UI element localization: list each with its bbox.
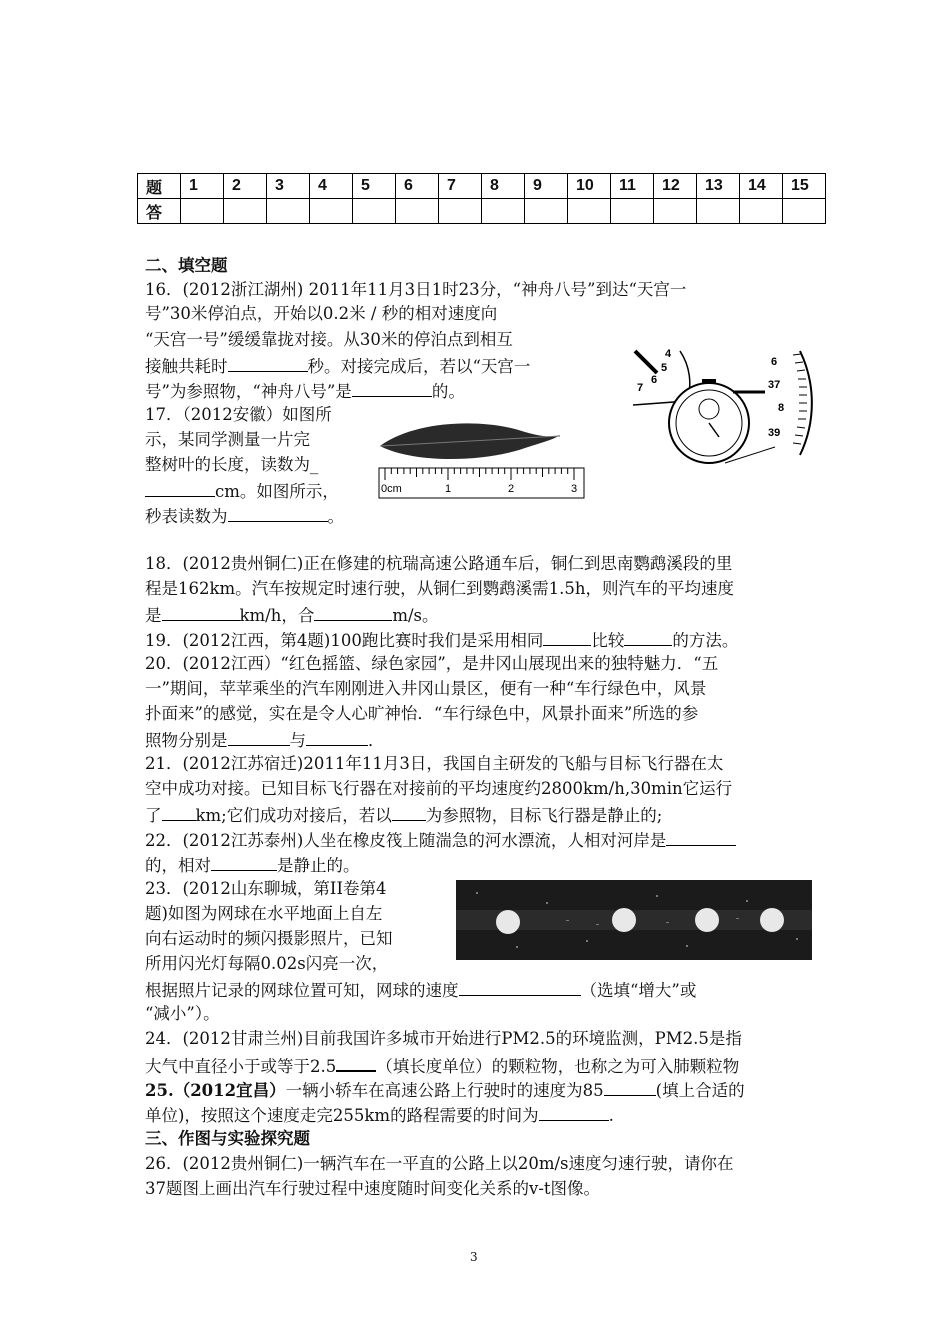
- text: 根据照片记录的网球位置可知，网球的速度: [145, 981, 459, 1000]
- answer-blank[interactable]: [228, 503, 328, 522]
- dial-number: 37: [768, 379, 781, 391]
- tennis-ball: [496, 910, 520, 934]
- text: 了: [145, 806, 162, 825]
- table-cell: 11: [611, 174, 654, 199]
- section-heading: 三、作图与实验探究题: [145, 1129, 310, 1148]
- answer-blank[interactable]: [162, 602, 240, 621]
- answer-cell[interactable]: [310, 199, 353, 224]
- ruler-label: 1: [445, 483, 452, 495]
- q16-line: [145, 378, 465, 404]
- answer-cell[interactable]: [439, 199, 482, 224]
- text: cm。如图所示，: [215, 482, 339, 501]
- table-cell: 4: [310, 174, 353, 199]
- q17-line: 整树叶的长度，读数为_: [145, 455, 319, 474]
- answer-blank[interactable]: [162, 802, 196, 821]
- answer-cell[interactable]: [267, 199, 310, 224]
- answer-cell[interactable]: [783, 199, 826, 224]
- q23-line: 向右运动时的频闪摄影照片，已知: [145, 929, 393, 948]
- answer-cell[interactable]: [697, 199, 740, 224]
- text: 比较: [591, 631, 625, 650]
- q25-line: [145, 1077, 745, 1103]
- text: m/s。: [392, 606, 439, 625]
- q18-line: [145, 602, 439, 628]
- table-cell: 9: [525, 174, 568, 199]
- dial-number: 4: [665, 348, 672, 360]
- table-cell: 15: [783, 174, 826, 199]
- q25-line: [145, 1102, 614, 1128]
- answer-blank[interactable]: [352, 378, 432, 397]
- answer-cell[interactable]: [568, 199, 611, 224]
- answer-blank[interactable]: [604, 1077, 656, 1096]
- text: （填长度单位）的颗粒物，也称之为可入肺颗粒物: [376, 1057, 740, 1076]
- answer-blank[interactable]: [211, 852, 277, 871]
- dial-number: 39: [768, 427, 781, 439]
- table-cell: 5: [353, 174, 396, 199]
- q21-line: 空中成功对接。已知目标飞行器在对接前的平均速度约2800km/h,30min它运行: [145, 779, 733, 798]
- section-heading: 二、填空题: [145, 256, 228, 275]
- stopwatch-figure: [625, 343, 820, 465]
- q20-line: 扑面来”的感觉，实在是令人心旷神怡．“车行绿色中，风景扑面来”所选的参: [145, 704, 699, 723]
- table-cell: 1: [181, 174, 224, 199]
- ruler-label: 0cm: [381, 483, 402, 495]
- answer-cell[interactable]: [482, 199, 525, 224]
- answer-blank[interactable]: [336, 1052, 376, 1072]
- answer-blank[interactable]: [314, 602, 392, 621]
- page-number: 3: [470, 1250, 478, 1264]
- answer-cell[interactable]: [525, 199, 568, 224]
- text: 秒表读数为: [145, 507, 228, 526]
- dial-number: 7: [637, 382, 644, 394]
- q16-line: 16．(2012浙江湖州) 2011年11月3日1时23分，“神舟八号”到达“天宫一: [145, 280, 687, 299]
- q23-line: 所用闪光灯每隔0.02s闪亮一次，: [145, 954, 389, 973]
- q22-line: [145, 827, 736, 853]
- large-dial-ticks: [793, 354, 807, 444]
- table-row: [138, 174, 826, 199]
- q21-line: [145, 802, 662, 828]
- text: 是静止的。: [277, 856, 360, 875]
- q16-line: [145, 353, 530, 379]
- answer-cell[interactable]: [181, 199, 224, 224]
- q26-line: 37题图上画出汽车行驶过程中速度随时间变化关系的v-t图像。: [145, 1179, 601, 1198]
- table-cell: 7: [439, 174, 482, 199]
- q22-line: [145, 852, 360, 878]
- text: 的方法。: [672, 631, 739, 650]
- table-row: [138, 199, 826, 224]
- text: 单位)，按照这个速度走完255km的路程需要的时间为: [145, 1106, 539, 1125]
- tennis-ball: [760, 908, 784, 932]
- q20-line: 一”期间，苹苹乘坐的汽车刚刚进入井冈山景区，便有一种“车行绿色中，风景: [145, 679, 707, 698]
- answer-blank[interactable]: [228, 727, 290, 746]
- tennis-ball-strobe-photo: [456, 880, 812, 960]
- text: 与: [289, 731, 306, 750]
- text: .: [608, 1106, 614, 1125]
- tennis-ball: [695, 908, 719, 932]
- text: 大气中直径小于或等于2.5: [145, 1057, 337, 1076]
- table-cell: 答: [138, 199, 181, 224]
- text: km;它们成功对接后，若以: [195, 806, 392, 825]
- text: 的。: [431, 382, 465, 401]
- q23-line: [145, 977, 696, 1003]
- q16-line: “天宫一号”缓缓靠拢对接。从30米的停泊点到相互: [145, 330, 513, 349]
- answer-blank[interactable]: [145, 478, 215, 497]
- leaf-ruler-figure: [375, 410, 590, 502]
- q24-line: 24．(2012甘肃兰州)目前我国许多城市开始进行PM2.5的环境监测，PM2.5是指: [145, 1029, 742, 1048]
- text: 为参照物，目标飞行器是静止的;: [425, 806, 663, 825]
- answer-blank[interactable]: [228, 353, 308, 372]
- text: 是: [145, 606, 162, 625]
- text: 的，相对: [145, 856, 211, 875]
- q23-line: 题)如图为网球在水平地面上自左: [145, 904, 383, 923]
- table-cell: 2: [224, 174, 267, 199]
- table-cell: 3: [267, 174, 310, 199]
- table-cell: 13: [697, 174, 740, 199]
- text: （选填“增大”或: [580, 981, 697, 1000]
- answer-blank[interactable]: [624, 627, 672, 646]
- q17-line: 示，某同学测量一片完: [145, 430, 310, 449]
- dial-number: 6: [651, 374, 658, 386]
- text: 一辆小轿车在高速公路上行驶时的速度为85: [285, 1081, 604, 1100]
- ruler-label: 3: [571, 483, 578, 495]
- text: 19．(2012江西，第4题)100跑比赛时我们是采用相同: [145, 631, 544, 650]
- table-cell: 12: [654, 174, 697, 199]
- table-cell: 10: [568, 174, 611, 199]
- text: 秒。对接完成后，若以“天宫一: [307, 357, 531, 376]
- dial-number: 5: [661, 362, 668, 374]
- answer-cell[interactable]: [611, 199, 654, 224]
- question-number: 25.（2012宜昌）: [145, 1081, 286, 1100]
- tennis-ball: [612, 908, 636, 932]
- text: (填上合适的: [655, 1081, 745, 1100]
- q20-line: [145, 727, 385, 753]
- q17-line: [145, 478, 339, 504]
- table-cell: 8: [482, 174, 525, 199]
- answer-cell[interactable]: [353, 199, 396, 224]
- ruler-label: 2: [508, 483, 515, 495]
- text: km/h，合: [239, 606, 315, 625]
- text: 。: [327, 507, 344, 526]
- q16-line: 号”30米停泊点，开始以0.2米 / 秒的相对速度向: [145, 304, 498, 323]
- table-cell: 题: [138, 174, 181, 199]
- q19-line: [145, 627, 738, 653]
- table-cell: 6: [396, 174, 439, 199]
- text: 22．(2012江苏泰州)人坐在橡皮筏上随湍急的河水漂流，人相对河岸是: [145, 831, 667, 850]
- q26-line: 26．(2012贵州铜仁)一辆汽车在一平直的公路上以20m/s速度匀速行驶，请你在: [145, 1154, 734, 1173]
- answer-blank[interactable]: [543, 627, 591, 646]
- answer-table: [137, 173, 826, 224]
- answer-cell[interactable]: [396, 199, 439, 224]
- text: 号”为参照物，“神舟八号”是: [145, 382, 352, 401]
- answer-cell[interactable]: [224, 199, 267, 224]
- q20-line: 20．(2012江西）“红色摇篮、绿色家园”，是井冈山展现出来的独特魅力．“五: [145, 654, 719, 673]
- q17-line: 17．（2012安徽）如图所: [145, 405, 332, 424]
- answer-blank[interactable]: [539, 1102, 609, 1121]
- answer-blank[interactable]: [459, 977, 581, 996]
- small-dial-needle: [635, 351, 657, 373]
- answer-blank[interactable]: [392, 802, 426, 821]
- answer-cell[interactable]: [654, 199, 697, 224]
- text: 接触共耗时: [145, 357, 228, 376]
- q21-line: 21．(2012江苏宿迁)2011年11月3日，我国自主研发的飞船与目标飞行器在太: [145, 754, 724, 773]
- answer-blank[interactable]: [306, 727, 368, 746]
- q17-line: [145, 503, 344, 529]
- q23-line: 23．(2012山东聊城，第II卷第4: [145, 879, 387, 898]
- q23-line: “减小”）。: [145, 1004, 220, 1023]
- dial-number: 6: [771, 356, 778, 368]
- answer-cell[interactable]: [740, 199, 783, 224]
- q24-line: [145, 1052, 739, 1079]
- text: 照物分别是: [145, 731, 228, 750]
- answer-blank[interactable]: [666, 827, 736, 846]
- dial-number: 8: [778, 402, 785, 414]
- q18-line: 18．(2012贵州铜仁)正在修建的杭瑞高速公路通车后，铜仁到思南鹦鹉溪段的里: [145, 554, 733, 573]
- text: ．: [368, 731, 385, 750]
- table-cell: 14: [740, 174, 783, 199]
- q18-line: 程是162km。汽车按规定时速行驶，从铜仁到鹦鹉溪需1.5h，则汽车的平均速度: [145, 579, 735, 598]
